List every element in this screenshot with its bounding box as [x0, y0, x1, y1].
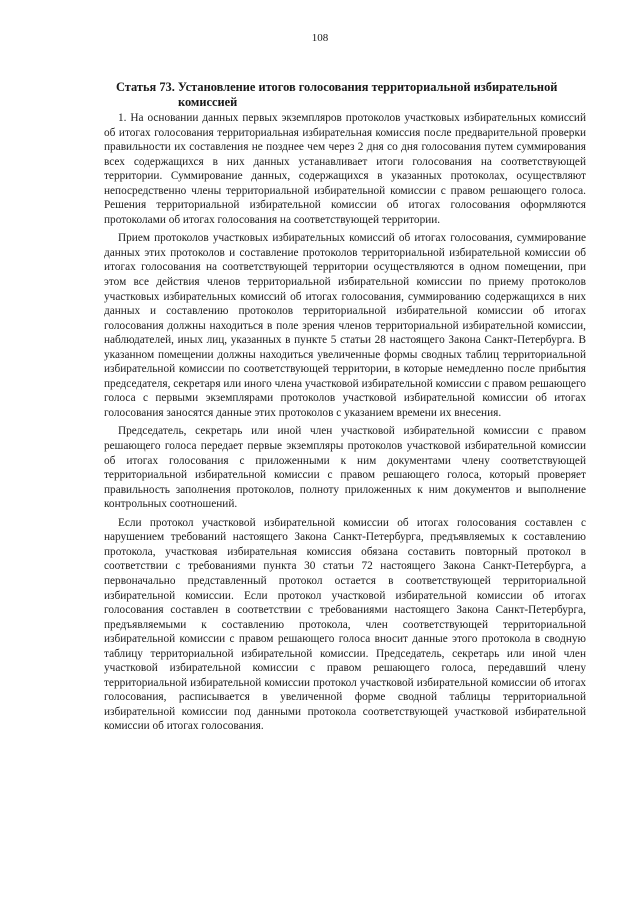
- article-title-line-2: комиссией: [178, 94, 238, 109]
- paragraph-4: Если протокол участковой избирательной комиссии об итогах голосования составлен с нарушением требований настоящего Закона Санкт-Петербурга, предъявляемых к составлению протокола, участковая избирательная комиссия обязана составить повторный протокол в соответствии с требованиями пункта 30 статьи 72 настоящего Закона Санкт-Петербурга, а первоначально представленный протокол остается в соответствующей территориальной избирательной комиссии. Если протокол участковой избирательной комиссии об итогах голосования составлен в соответствии с требованиями настоящего Закона Санкт-Петербурга, предъявляемыми к составлению протокола, член соответствующей территориальной избирательной комиссии с правом решающего голоса вносит данные этого протокола в сводную таблицу территориальной избирательной комиссии. Председатель, секретарь или иной член участковой избирательной комиссии с правом решающего голоса, передавший члену территориальной избирательной комиссии протокол участковой избирательной комиссии об итогах голосования, расписывается в увеличенной форме сводной таблицы территориальной избирательной комиссии под данными протокола соответствующей участковой избирательной комиссии об итогах голосования.: [104, 516, 586, 733]
- paragraph-1: 1. На основании данных первых экземпляров протоколов участковых избирательных комиссий об итогах голосования территориальная избирательная комиссия после предварительной проверки правильности их составления не позднее чем через 2 дня со дня голосования путем суммирования всех содержащихся в них данных устанавливает итоги голосования на соответствующей территории. Суммирование данных, содержащихся в указанных протоколах, осуществляют непосредственно члены территориальной избирательной комиссии с правом решающего голоса. Решения территориальной избирательной комиссии об итогах голосования оформляются протоколами об итогах голосования на соответствующей территории.: [104, 112, 586, 226]
- article-title-line-1: Статья 73. Установление итогов голосования территориальной избирательной: [116, 80, 558, 94]
- article-body: [104, 80, 586, 738]
- paragraph-3: Председатель, секретарь или иной член участковой избирательной комиссии с правом решающего голоса передает первые экземпляры протоколов участковой избирательной комиссии об итогах голосования с приложенными к ним документами члену соответствующей территориальной избирательной комиссии с правом решающего голоса, который проверяет правильность заполнения протоколов, полноту приложенных к ним документов и выполнение контрольных соотношений.: [104, 425, 586, 511]
- page-number: 108: [311, 32, 329, 44]
- article-title: [104, 80, 586, 109]
- paragraph-2: Прием протоколов участковых избирательных комиссий об итогах голосования, суммирование данных этих протоколов и составление протоколов территориальной избирательной комиссии об итогах голосования на соответствующей территории осуществляются в одном помещении, при этом все действия членов территориальной избирательной комиссии по приему протоколов участковых избирательных комиссий об итогах голосования, суммированию содержащихся в них данных и составлению протоколов территориальной избирательной комиссии об итогах голосования должны находиться в поле зрения членов территориальной избирательной комиссии, наблюдателей, иных лиц, указанных в пункте 5 статьи 28 настоящего Закона Санкт-Петербурга. В указанном помещении должны находиться увеличенные формы сводных таблиц территориальной избирательной комиссии по соответствующей территории, в которые немедленно после прибытия председателя, секретаря или иного члена участковой избирательной комиссии с правом решающего голоса с первыми экземплярами протоколов участковой избирательной комиссии об итогах голосования заносятся данные этих протоколов с указанием времени их внесения.: [104, 232, 586, 419]
